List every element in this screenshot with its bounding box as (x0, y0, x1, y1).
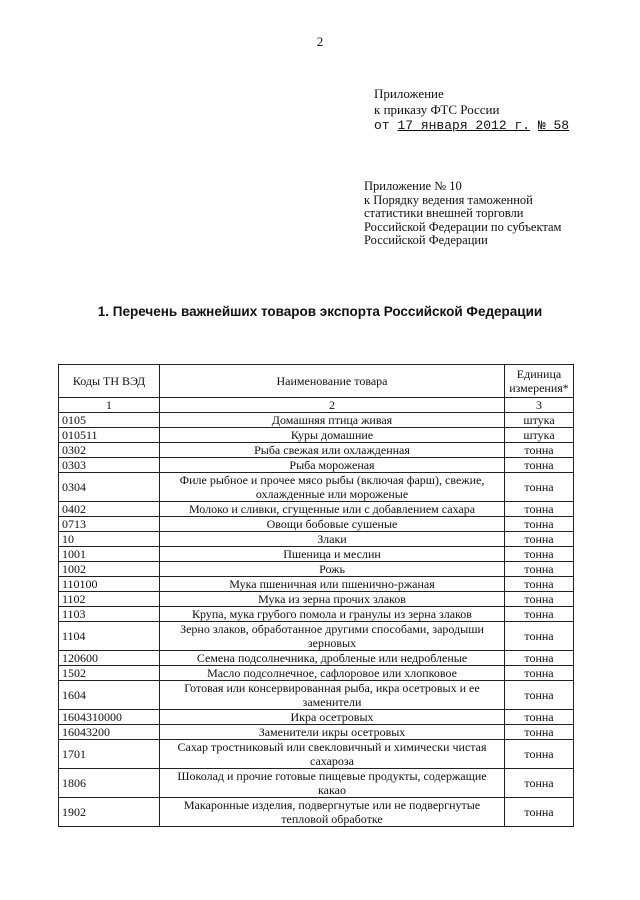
row-unit: тонна (505, 562, 574, 577)
row-unit: тонна (505, 532, 574, 547)
table-row (59, 681, 574, 710)
row-code: 1604310000 (59, 710, 160, 725)
row-name: Злаки (160, 532, 505, 547)
row-code: 1902 (59, 798, 160, 827)
annex-order-prefix: от (374, 118, 390, 133)
annex10-line3: статистики внешней торговли (364, 206, 524, 220)
annex-block (374, 86, 569, 134)
row-unit: тонна (505, 769, 574, 798)
row-unit: штука (505, 428, 574, 443)
table-row (59, 562, 574, 577)
annex10-block (364, 180, 604, 248)
row-code: 0713 (59, 517, 160, 532)
table-row (59, 517, 574, 532)
row-code: 0105 (59, 413, 160, 428)
row-code: 1103 (59, 607, 160, 622)
table-row (59, 592, 574, 607)
column-number: 2 (160, 398, 505, 413)
row-code: 1104 (59, 622, 160, 651)
header-name: Наименование товара (160, 365, 505, 398)
row-unit: штука (505, 413, 574, 428)
row-code: 1701 (59, 740, 160, 769)
row-unit: тонна (505, 725, 574, 740)
row-name: Зерно злаков, обработанное другими способами, зародыши зерновых (160, 622, 505, 651)
row-unit: тонна (505, 740, 574, 769)
row-unit: тонна (505, 681, 574, 710)
row-code: 120600 (59, 651, 160, 666)
row-name: Рыба мороженая (160, 458, 505, 473)
row-name: Молоко и сливки, сгущенные или с добавлением сахара (160, 502, 505, 517)
row-code: 1002 (59, 562, 160, 577)
row-unit: тонна (505, 517, 574, 532)
annex-title: Приложение (374, 86, 444, 101)
annex-order-date-line (374, 118, 569, 134)
row-name: Масло подсолнечное, сафлоровое или хлопковое (160, 666, 505, 681)
table-row (59, 413, 574, 428)
row-unit: тонна (505, 710, 574, 725)
table-row (59, 443, 574, 458)
row-unit: тонна (505, 502, 574, 517)
row-unit: тонна (505, 473, 574, 502)
table-row (59, 769, 574, 798)
annex10-line5: Российской Федерации (364, 233, 488, 247)
row-unit: тонна (505, 607, 574, 622)
column-number: 3 (505, 398, 574, 413)
table-body (59, 413, 574, 827)
export-goods-table (58, 364, 574, 827)
annex10-line1: Приложение № 10 (364, 179, 462, 193)
row-name: Овощи бобовые сушеные (160, 517, 505, 532)
row-code: 0304 (59, 473, 160, 502)
row-code: 10 (59, 532, 160, 547)
table-row (59, 428, 574, 443)
row-code: 1102 (59, 592, 160, 607)
page-number: 2 (316, 34, 324, 49)
row-unit: тонна (505, 651, 574, 666)
row-name: Шоколад и прочие готовые пищевые продукты, содержащие какао (160, 769, 505, 798)
table-row (59, 622, 574, 651)
table-row (59, 577, 574, 592)
row-code: 1806 (59, 769, 160, 798)
table-row (59, 651, 574, 666)
row-name: Макаронные изделия, подвергнутые или не подвергнутые тепловой обработке (160, 798, 505, 827)
page-title: 1. Перечень важнейших товаров экспорта Российской Федерации (97, 304, 543, 319)
table-row (59, 502, 574, 517)
table-row (59, 532, 574, 547)
row-name: Семена подсолнечника, дробленые или недробленые (160, 651, 505, 666)
table-row (59, 798, 574, 827)
column-number: 1 (59, 398, 160, 413)
annex-order-ref: к приказу ФТС России (374, 102, 500, 117)
row-name: Рожь (160, 562, 505, 577)
annex-order-number: № 58 (537, 118, 570, 133)
table-header-row (59, 365, 574, 398)
header-unit: Единица измерения* (505, 365, 574, 398)
table-row (59, 458, 574, 473)
row-name: Сахар тростниковый или свекловичный и химически чистая сахароза (160, 740, 505, 769)
row-unit: тонна (505, 666, 574, 681)
table-row (59, 710, 574, 725)
annex10-line4: Российской Федерации по субъектам (364, 219, 562, 234)
row-name: Мука из зерна прочих злаков (160, 592, 505, 607)
table-row (59, 740, 574, 769)
row-unit: тонна (505, 577, 574, 592)
row-name: Мука пшеничная или пшенично-ржаная (160, 577, 505, 592)
header-code: Коды ТН ВЭД (59, 365, 160, 398)
annex-order-date: 17 января 2012 г. (397, 118, 531, 133)
row-unit: тонна (505, 592, 574, 607)
column-number-row (59, 398, 574, 413)
row-unit: тонна (505, 622, 574, 651)
row-code: 110100 (59, 577, 160, 592)
row-code: 0402 (59, 502, 160, 517)
table-row (59, 607, 574, 622)
table-row (59, 666, 574, 681)
row-name: Пшеница и меслин (160, 547, 505, 562)
table-row (59, 473, 574, 502)
row-code: 16043200 (59, 725, 160, 740)
row-name: Заменители икры осетровых (160, 725, 505, 740)
table-row (59, 547, 574, 562)
row-name: Крупа, мука грубого помола и гранулы из зерна злаков (160, 607, 505, 622)
row-code: 1502 (59, 666, 160, 681)
row-name: Готовая или консервированная рыба, икра осетровых и ее заменители (160, 681, 505, 710)
row-name: Куры домашние (160, 428, 505, 443)
table-row (59, 725, 574, 740)
row-code: 0303 (59, 458, 160, 473)
row-name: Икра осетровых (160, 710, 505, 725)
row-name: Домашняя птица живая (160, 413, 505, 428)
row-code: 010511 (59, 428, 160, 443)
row-unit: тонна (505, 547, 574, 562)
row-code: 1604 (59, 681, 160, 710)
row-unit: тонна (505, 798, 574, 827)
row-unit: тонна (505, 443, 574, 458)
row-code: 1001 (59, 547, 160, 562)
annex10-line2: к Порядку ведения таможенной (364, 192, 533, 207)
row-name: Рыба свежая или охлажденная (160, 443, 505, 458)
row-code: 0302 (59, 443, 160, 458)
row-name: Филе рыбное и прочее мясо рыбы (включая фарш), свежие, охлажденные или мороженые (160, 473, 505, 502)
row-unit: тонна (505, 458, 574, 473)
